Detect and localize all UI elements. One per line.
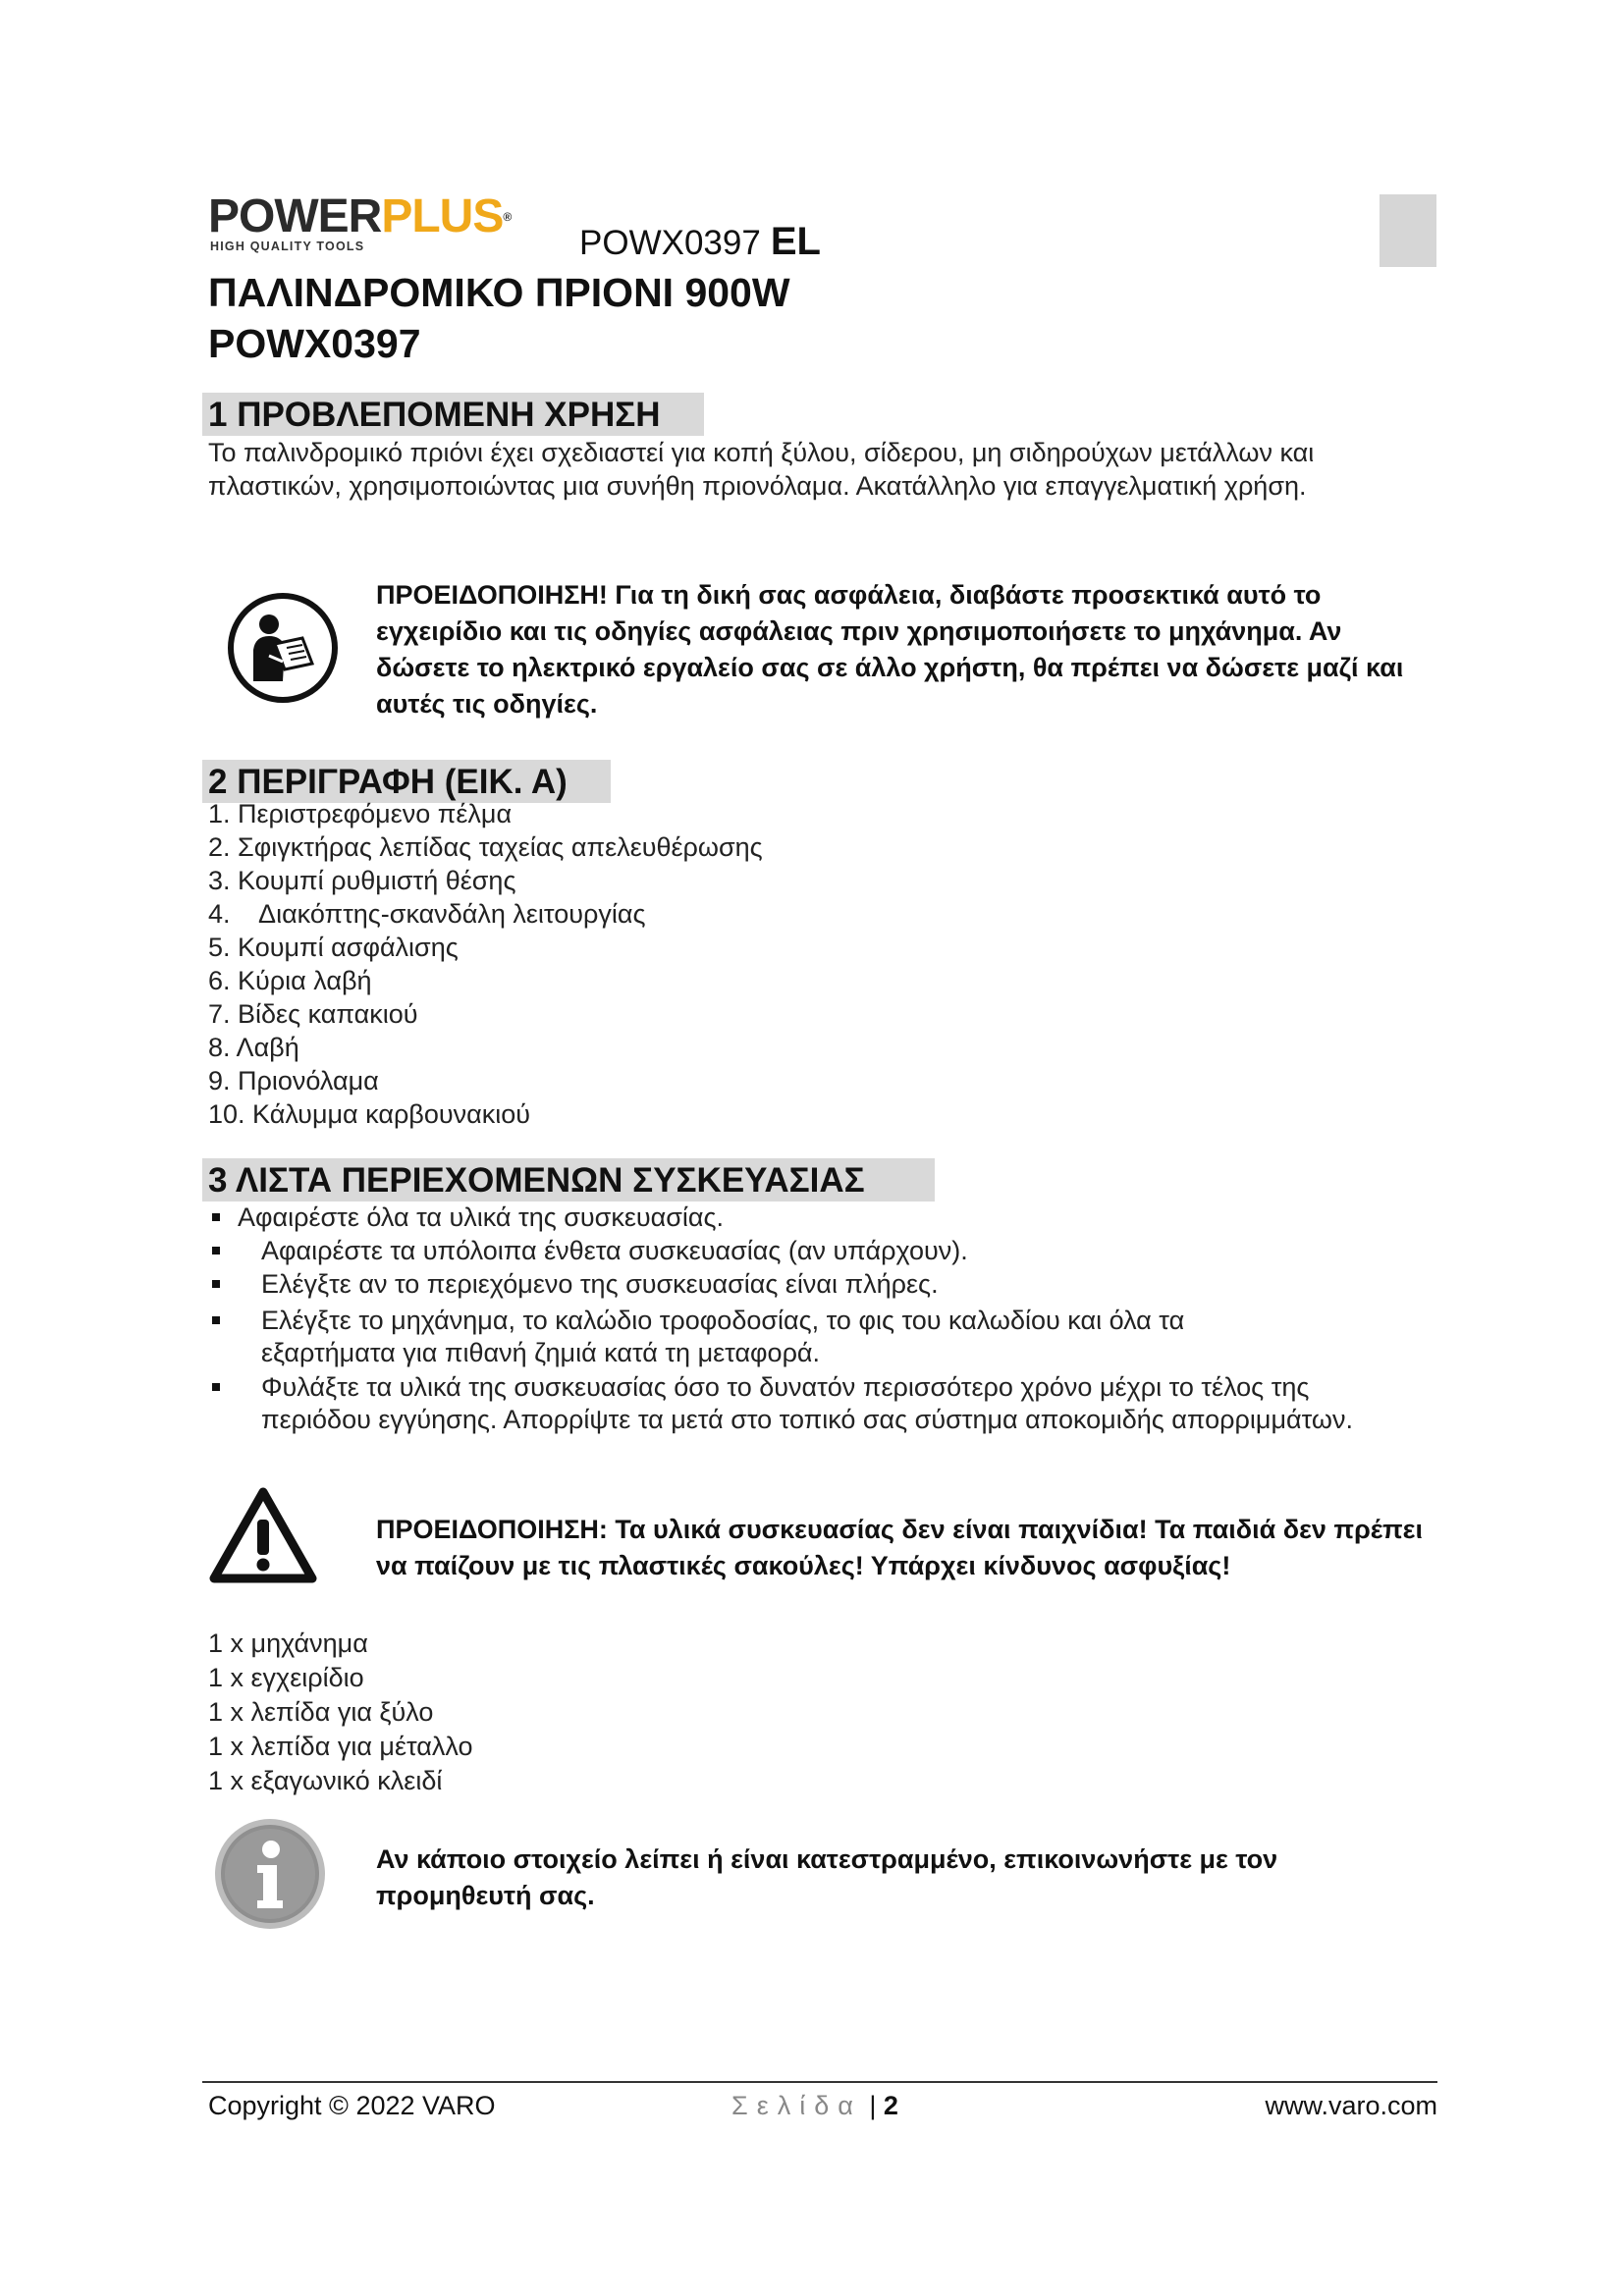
footer-divider <box>202 2081 1437 2083</box>
list-item: 1. Περιστρεφόμενο πέλμα <box>208 799 513 828</box>
list-item: 4. Διακόπτης-σκανδάλη λειτουργίας <box>208 899 646 929</box>
footer-website: www.varo.com <box>1265 2091 1437 2120</box>
section-heading-description: 2 ΠΕΡΙΓΡΑΦΗ (ΕΙΚ. Α) <box>202 760 611 803</box>
page-separator: | <box>861 2091 884 2120</box>
language-code: EL <box>770 220 821 263</box>
package-contents-list <box>208 1627 473 1798</box>
page-number: 2 <box>883 2091 898 2120</box>
list-item: 7. Βίδες καπακιού <box>208 999 418 1029</box>
list-item: Αφαιρέστε τα υπόλοιπα ένθετα συσκευασίας (αν υπάρχουν). <box>208 1235 1445 1267</box>
powerplus-logo <box>208 192 558 255</box>
model-code-header <box>579 222 821 263</box>
footer-page-indicator <box>731 2089 898 2122</box>
list-item: 9. Πριονόλαμα <box>208 1066 379 1095</box>
unpacking-steps <box>208 1201 1445 1437</box>
logo-registered-mark: ® <box>503 210 512 224</box>
list-item: Αφαιρέστε όλα τα υλικά της συσκευασίας. <box>208 1201 1445 1234</box>
logo-plus-text: PLUS <box>381 190 504 242</box>
logo-tagline: HIGH QUALITY TOOLS <box>210 240 365 253</box>
language-tab-marker <box>1380 194 1436 267</box>
section-heading-package-contents: 3 ΛΙΣΤΑ ΠΕΡΙΕΧΟΜΕΝΩΝ ΣΥΣΚΕΥΑΣΙΑΣ <box>202 1158 935 1201</box>
list-item: Φυλάξτε τα υλικά της συσκευασίας όσο το δυνατόν περισσότερο χρόνο μέχρι το τέλος της περιόδου εγγύησης. Απορρίψτε τα μετά στο τοπικό σας σύστημα αποκομιδής απορριμμάτων. <box>208 1371 1445 1436</box>
logo-power-text: POWER <box>208 190 382 242</box>
warning-triangle-icon <box>208 1486 318 1584</box>
bullet-icon <box>212 1316 220 1324</box>
title-line-2: POWX0397 <box>208 321 421 366</box>
list-item: 5. Κουμπί ασφάλισης <box>208 933 459 962</box>
missing-parts-info-text: Αν κάποιο στοιχείο λείπει ή είναι κατεστραμμένο, επικοινωνήστε με τον προμηθευτή σας. <box>376 1844 1278 1910</box>
section-heading-intended-use: 1 ΠΡΟΒΛΕΠΟΜΕΝΗ ΧΡΗΣΗ <box>202 393 704 436</box>
list-item: 6. Κύρια λαβή <box>208 966 372 995</box>
list-item: 1 x εγχειρίδιο <box>208 1663 364 1692</box>
read-manual-icon <box>226 591 340 705</box>
model-code: POWX0397 <box>579 224 761 262</box>
bullet-icon <box>212 1280 220 1288</box>
list-item: 10. Κάλυμμα καρβουνακιού <box>208 1099 531 1129</box>
list-item: 1 x λεπίδα για μέταλλο <box>208 1732 473 1761</box>
list-item: Ελέγξτε το μηχάνημα, το καλώδιο τροφοδοσίας, το φις του καλωδίου και όλα τα εξαρτήματα για πιθανή ζημιά κατά τη μεταφορά. <box>208 1305 1445 1369</box>
title-line-1: ΠΑΛΙΝΔΡΟΜΙΚΟ ΠΡΙΟΝΙ 900W <box>208 270 790 315</box>
list-item: Ελέγξτε αν το περιεχόμενο της συσκευασίας είναι πλήρες. <box>208 1268 1445 1301</box>
manual-warning-text: ΠΡΟΕΙΔΟΠΟΙΗΣΗ! Για τη δική σας ασφάλεια, διαβάστε προσεκτικά αυτό το εγχειρίδιο και τις οδηγίες ασφάλειας πριν χρησιμοποιήσετε το μηχάνημα. Αν δώσετε το ηλεκτρικό εργαλείο σας σε άλλο χρήστη, θα πρέπει να δώσετε μαζί και αυτές τις οδηγίες. <box>376 580 1404 719</box>
info-icon <box>212 1816 328 1932</box>
packaging-warning-text: ΠΡΟΕΙΔΟΠΟΙΗΣΗ: Τα υλικά συσκευασίας δεν είναι παιχνίδια! Τα παιδιά δεν πρέπει να παίζουν με τις πλαστικές σακούλες! Υπάρχει κίνδυνος ασφυξίας! <box>376 1515 1423 1580</box>
intended-use-text: Το παλινδρομικό πριόνι έχει σχεδιαστεί για κοπή ξύλου, σίδερου, μη σιδηρούχων μετάλλων και πλαστικών, χρησιμοποιώντας μια συνήθη πριονόλαμα. Ακατάλληλο για επαγγελματική χρήση. <box>208 438 1315 501</box>
parts-list <box>208 797 763 1131</box>
list-item: 1 x μηχάνημα <box>208 1629 368 1658</box>
document-title <box>208 267 790 369</box>
bullet-icon <box>212 1213 220 1221</box>
footer-copyright: Copyright © 2022 VARO <box>208 2091 496 2120</box>
list-item: 8. Λαβή <box>208 1033 299 1062</box>
page-label: Σελίδα <box>731 2091 862 2120</box>
list-item: 2. Σφιγκτήρας λεπίδας ταχείας απελευθέρωσης <box>208 832 763 862</box>
list-item: 3. Κουμπί ρυθμιστή θέσης <box>208 866 516 895</box>
bullet-icon <box>212 1247 220 1255</box>
bullet-icon <box>212 1383 220 1391</box>
list-item: 1 x εξαγωνικό κλειδί <box>208 1766 443 1795</box>
list-item: 1 x λεπίδα για ξύλο <box>208 1697 434 1727</box>
